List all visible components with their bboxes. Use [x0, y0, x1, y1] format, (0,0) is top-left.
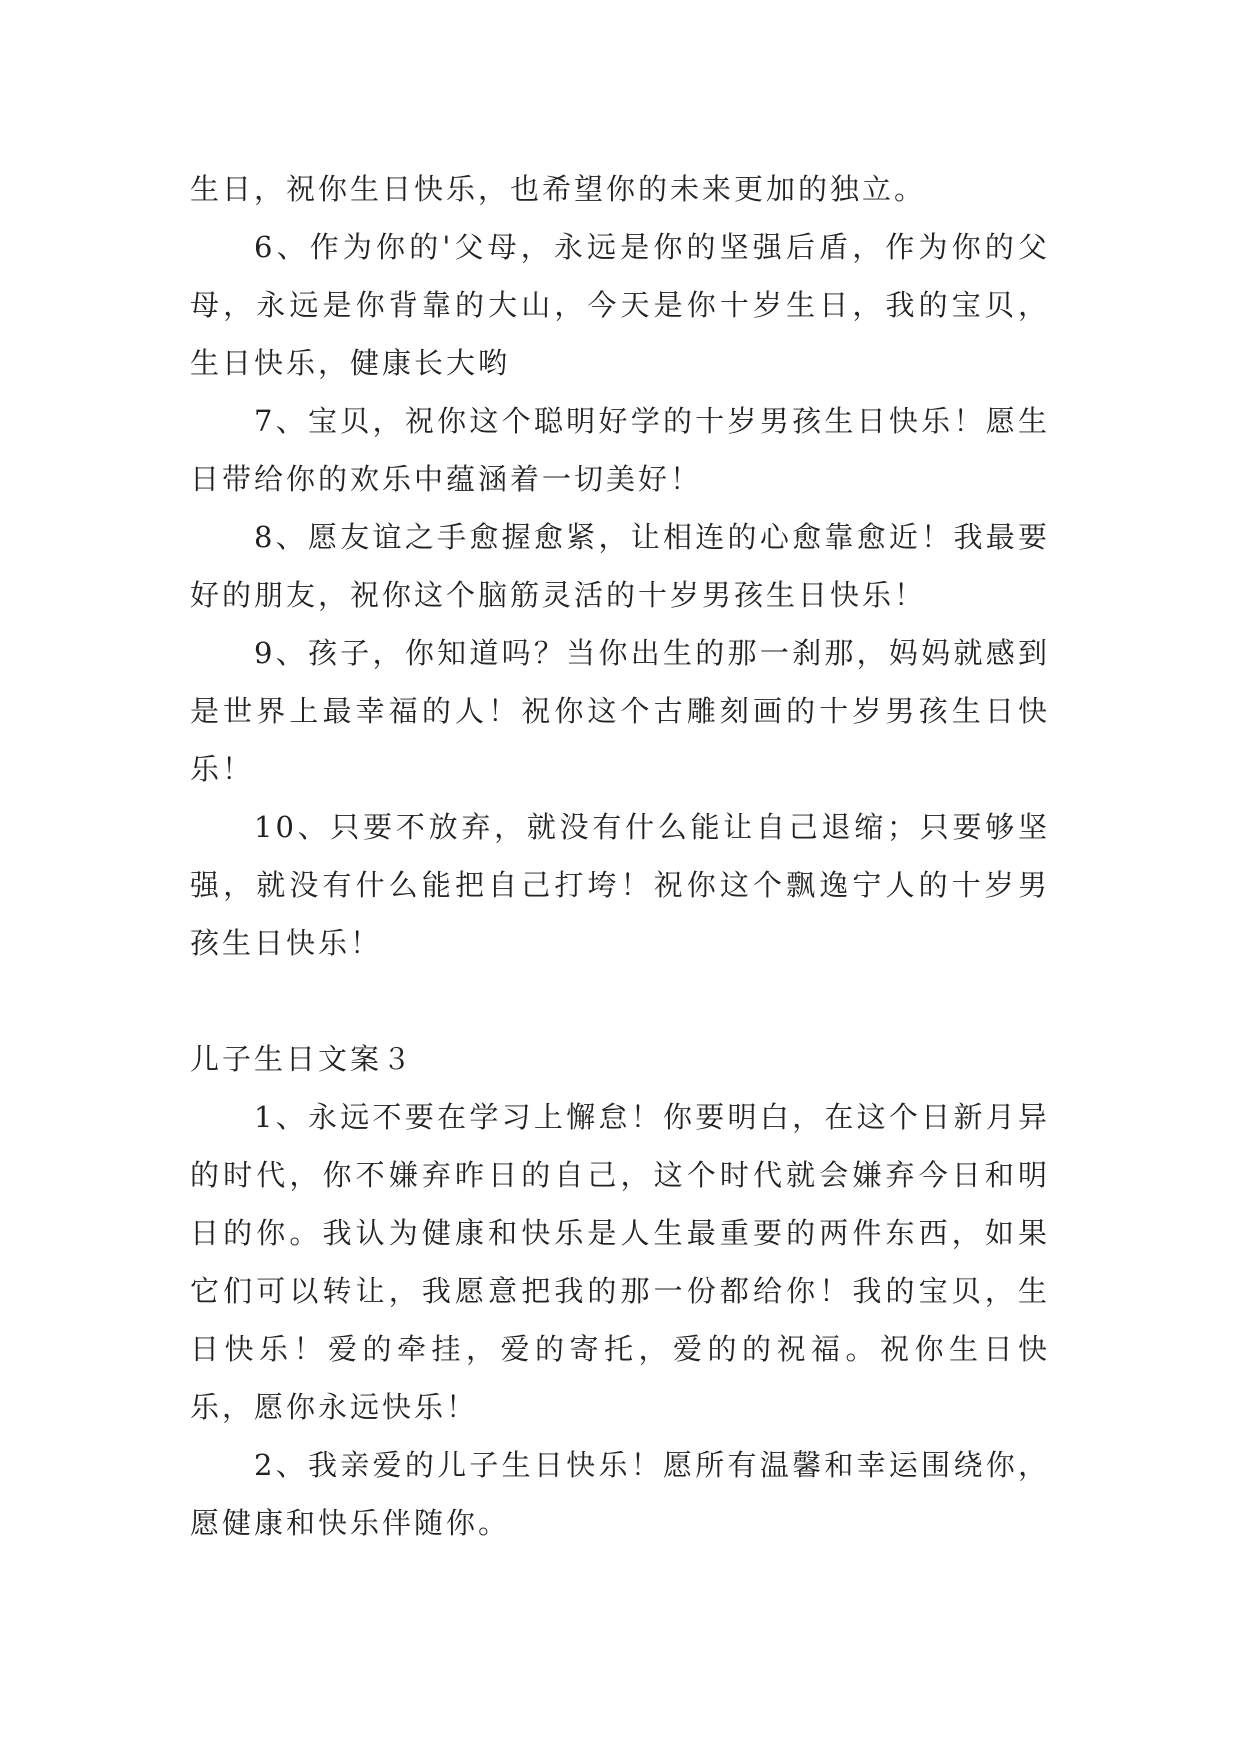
document-body: [190, 160, 1050, 1552]
section-heading: 儿子生日文案３: [190, 1042, 415, 1076]
section3-item-2: 2、我亲爱的儿子生日快乐！愿所有温馨和幸运围绕你，愿健康和快乐伴随你。: [190, 1448, 1050, 1540]
wish-item-9: 9、孩子，你知道吗？当你出生的那一刹那，妈妈就感到是世界上最幸福的人！祝你这个古雕刻画的十岁男孩生日快乐！: [190, 636, 1050, 786]
section3-item-1: 1、永远不要在学习上懈怠！你要明白，在这个日新月异的时代，你不嫌弃昨日的自己，这个时代就会嫌弃今日和明日的你。我认为健康和快乐是人生最重要的两件东西，如果它们可以转让，我愿意把我的那一份都给你！我的宝贝，生日快乐！爱的牵挂，爱的寄托，爱的的祝福。祝你生日快乐，愿你永远快乐！: [190, 1100, 1050, 1424]
continuation-paragraph: 生日，祝你生日快乐，也希望你的未来更加的独立。: [190, 172, 927, 206]
wish-item-10: 10、只要不放弃，就没有什么能让自己退缩；只要够坚强，就没有什么能把自己打垮！祝你这个飘逸宁人的十岁男孩生日快乐！: [190, 810, 1050, 960]
wish-item-7: 7、宝贝，祝你这个聪明好学的十岁男孩生日快乐！愿生日带给你的欢乐中蕴涵着一切美好！: [190, 404, 1050, 496]
wish-item-8: 8、愿友谊之手愈握愈紧，让相连的心愈靠愈近！我最要好的朋友，祝你这个脑筋灵活的十岁男孩生日快乐！: [190, 520, 1050, 612]
wish-item-6: 6、作为你的'父母，永远是你的坚强后盾，作为你的父母，永远是你背靠的大山，今天是你十岁生日，我的宝贝，生日快乐，健康长大哟: [190, 230, 1050, 380]
